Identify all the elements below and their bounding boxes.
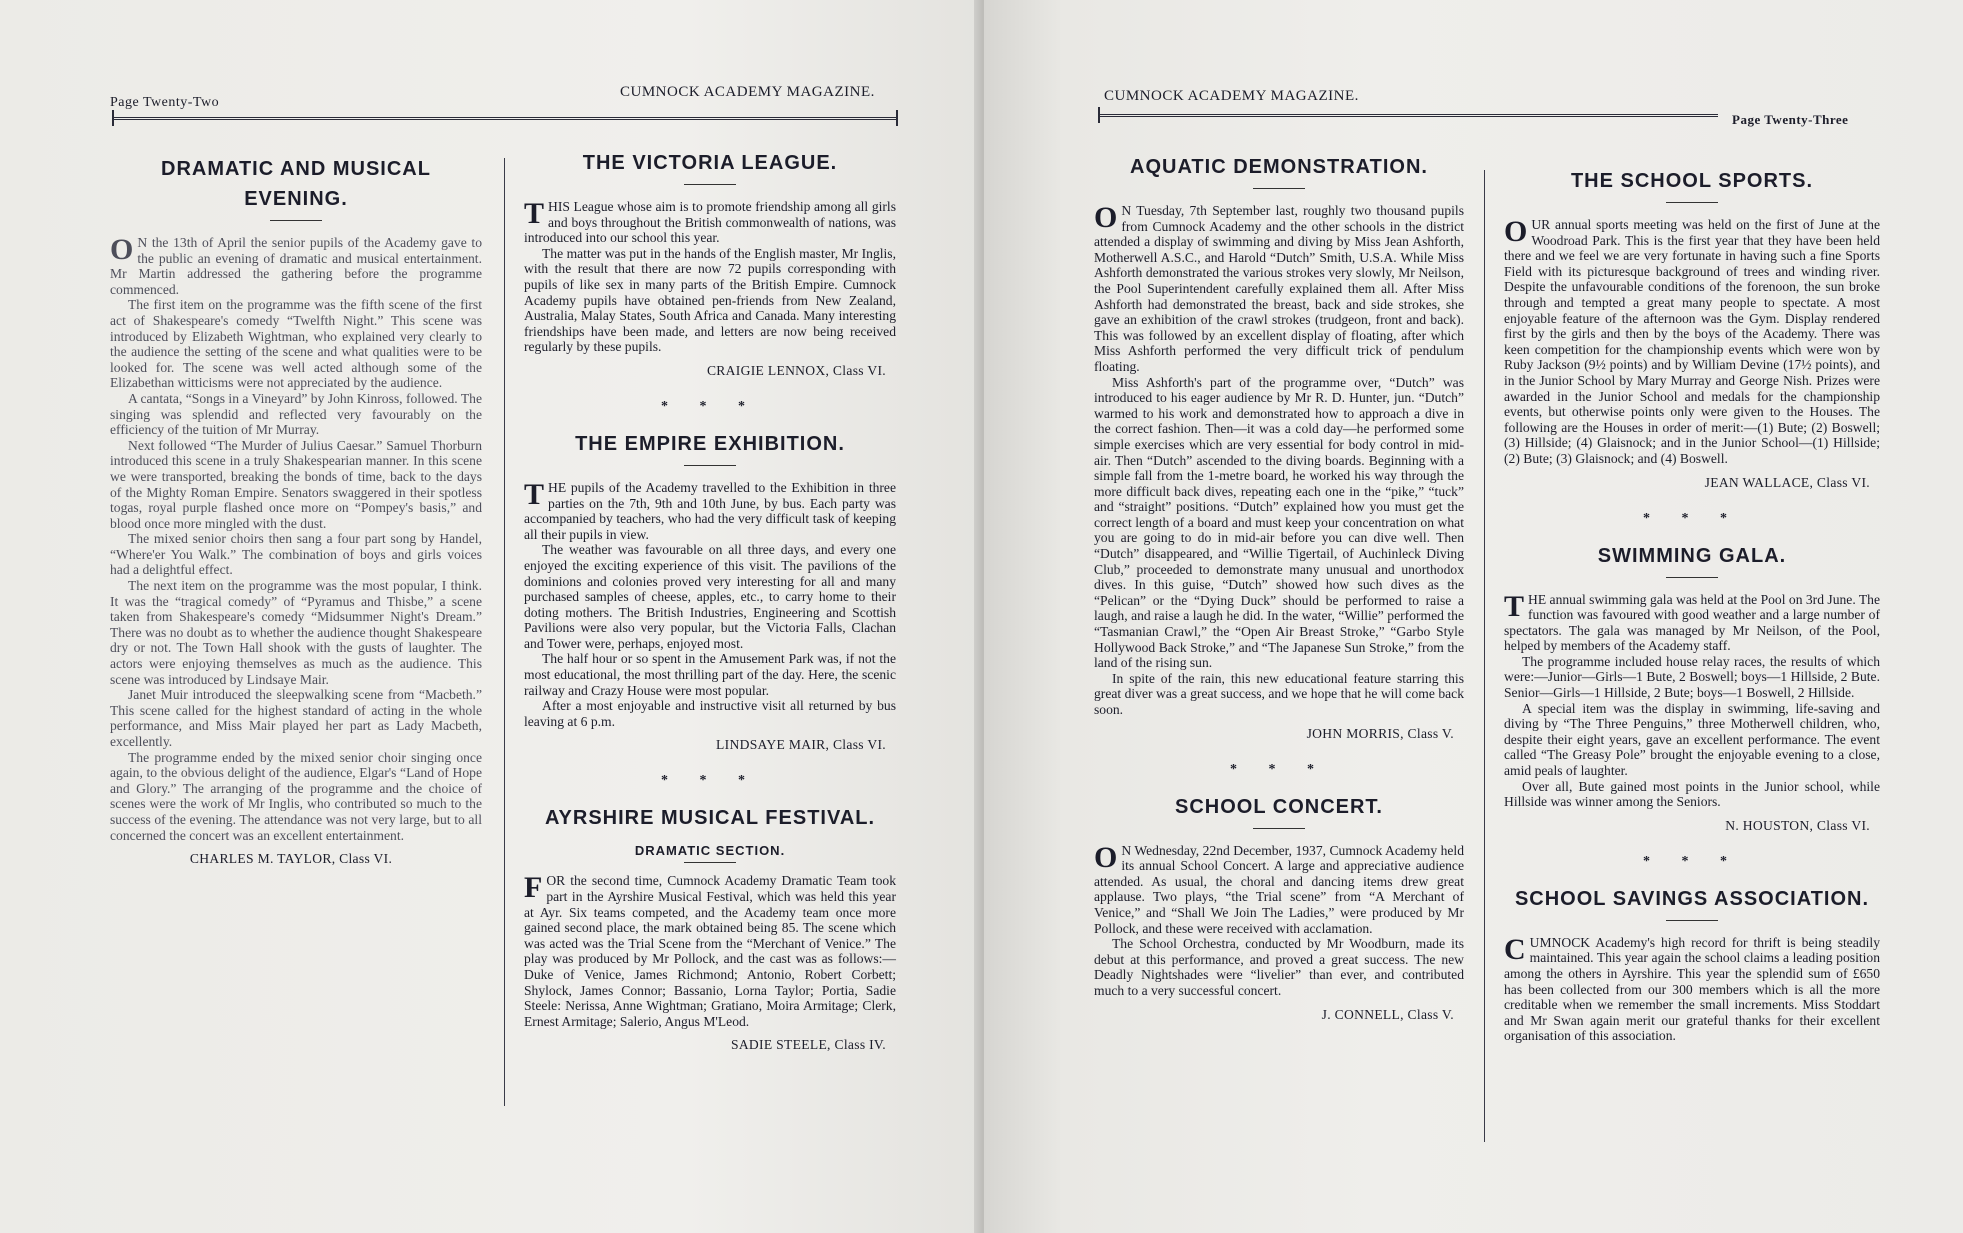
article-paragraph: The next item on the programme was the most popular, I think. It was the “tragical comedy” of “Pyramus and Thisbe,” a scene taken from Shakespeare's comedy “Midsummer Night's Dream.” There was no doubt as to whether the audience thought Shakespeare dry or not. The Town Hall shook with the gusts of laughter. The actors were enjoying themselves as much as the audience. This scene was introduced by Lindsaye Mair. [110,578,482,687]
header-rule-end [112,110,114,126]
section-separator: * * * [1230,761,1328,777]
magazine-title: CUMNOCK ACADEMY MAGAZINE. [620,84,875,100]
article-paragraph: FOR the second time, Cumnock Academy Dramatic Team took part in the Ayrshire Musical Festival, which was held this year at Ayr. Six teams competed, and the Academy team once more gained second place, the mark obtained being 85. The scene which was acted was the Trial Scene from the “Merchant of Venice.” The play was produced by Mr Pollock, and the cast was as follows:—Duke of Venice, James Richmond; Antonio, Robert Corbett; Shylock, James Connor; Bassanio, Lorna Taylor; Portia, Sadie Steele: Nerissa, Anne Wightman; Gratiano, Moira Armitage; Clerk, Ernest Armitage; Salerio, Angus M'Leod. [524,871,896,1029]
title-rule [684,862,736,863]
section-separator: * * * [1643,853,1741,869]
article-title: AQUATIC DEMONSTRATION. [1130,156,1428,178]
article-paragraph: The programme ended by the mixed senior choir singing once again, to the obvious delight of the audience, Elgar's “Land of Hope and Glory.” The arranging of the programme and the choice of scenes were the work of Mr Inglis, who contributed so much to the success of the evening. The attendance was not very large, but to all concerned the concert was an excellent entertainment. [110,749,482,843]
right-page [984,0,1963,1233]
article-paragraph: Miss Ashforth's part of the programme over, “Dutch” was introduced to his eager audience by Mr R. D. Hunter, jun. “Dutch” warmed to his work and demonstrated how to approach a dive in the correct fashion. Then—it was a cold day—he performed some simple exercises which are very essential for body control in mid-air. Then “Dutch” ascended to the diving boards. Beginning with a simple fall from the 1-metre board, he worked his way through the more difficult back dives, repeating each one in the “pike,” “tuck” and “straight” positions. “Dutch” explained how you must get the correct length of a board and must keep your concentration on what you are going to do in mid-air before you can dive well. Then “Dutch” disappeared, and “Willie Tigertail, of Auchinleck Diving Club,” proceeded to demonstrate many unusual and unorthodox dives. In this guise, “Dutch” showed how such dives as the “Pelican” or the “Dying Duck” should be performed to raise a laugh, and raise a laugh he did. In the water, “Willie” performed the “Tasmanian Crawl,” the “Open Air Breast Stroke,” “Garbo Style Hollywood Back Stroke,” and “The Japanese Sun Stroke,” from the land of the rising sun. [1094,374,1464,671]
header-rule-end [1098,107,1100,123]
article-paragraph: O N Tuesday, 7th September last, roughly two thousand pupils from Cumnock Academy and the other schools in the district attended a display of swimming and diving by Miss Jean Ashforth, Motherwell A.S.C., and Harold “Dutch” Smith, U.S.A. While Miss Ashforth demonstrated the various strokes very slowly, Mr Neilson, the Pool Superintendent carefully explained them all. After Miss Ashforth had demonstrated the breast, back and side strokes, she gave an exhibition of the crawl strokes (trudgeon, front and back). This was followed by an excellent display of floating, after which Miss Ashforth performed the very difficult trick of pendulum floating. [1094,201,1464,374]
section-separator: * * * [1643,510,1741,526]
article-signature: JOHN MORRIS, Class V. [1306,725,1454,741]
article-paragraph: In spite of the rain, this new educational feature starring this great diver was a great success, and we hope that he will come back soon. [1094,670,1464,717]
article-paragraph: Janet Muir introduced the sleepwalking scene from “Macbeth.” This scene called for the highest standard of acting in the whole performance, and Miss Mair played her part as Lady Macbeth, excellently. [110,687,482,749]
title-rule [1666,920,1718,921]
article-paragraph: THIS League whose aim is to promote friendship among all girls and boys throughout the British commonwealth of nations, was introduced into our school this year. [524,197,896,246]
section-separator: * * * [661,398,759,414]
article-signature: JEAN WALLACE, Class VI. [1704,474,1870,490]
drop-cap: O [1094,840,1118,874]
header-rule [1098,114,1718,117]
article-paragraph: The first item on the programme was the fifth scene of the first act of Shakespeare's comedy “Twelfth Night.” This scene was introduced by Elizabeth Wightman, who explained very clearly to the audience the setting of the scene and what qualities were to be looked for. The scene was well acted although some of the Elizabethan witticisms were not appreciated by the audience. [110,297,482,391]
article-title: SWIMMING GALA. [1597,544,1787,567]
article-paragraph: THE annual swimming gala was held at the Pool on 3rd June. The function was favoured with good weather and a large number of spectators. The gala was managed by Mr Neilson, of the Pool, helped by members of the Academy staff. [1504,589,1881,654]
article-paragraph: A cantata, “Songs in a Vineyard” by John Kinross, followed. The singing was splendid and reflected very favourably on the efficiency of the tuition of Mr Murray. [110,390,482,438]
drop-cap: O [110,233,134,266]
article-paragraph: The mixed senior choirs then sang a four part song by Handel, “Where'er You Walk.” The combination of boys and girls voices had a delightful effect. [110,531,482,578]
title-rule [684,184,736,185]
header-rule-end [896,110,898,126]
article-paragraph: The weather was favourable on all three days, and every one enjoyed the exciting experience of this visit. The pavilions of the dominions and colonies proved very interesting for all and many purchased samples of cheese, apples, etc., to carry home to their doting mothers. The British Industries, Engineering and Scottish Pavilions were also very popular, but the Victoria Falls, Clachan and Tower were, perhaps, enjoyed most. [524,542,896,651]
article-paragraph: A special item was the display in swimming, life-saving and diving by “The Three Penguins,” three Motherwell children, who, despite their eight years, gave an excellent performance. The event called “The Greasy Pole” brought the enjoyable evening to a close, amid peals of laughter. [1504,700,1880,779]
section-separator: * * * [661,773,759,789]
left-column [110,154,482,867]
article-paragraph: CUMNOCK Academy's high record for thrift is being steadily maintained. This year again the school claims a leading position among the others in Ayrshire. This year the splendid sum of £650 has been collected from our 300 members which is all the more creditable when we remember the small increments. Miss Stoddart and Mr Swan again merit our grateful thanks for their excellent organisation of this association. [1504,932,1880,1044]
article-signature: N. HOUSTON, Class VI. [1725,817,1870,833]
title-rule [1253,828,1305,829]
article-signature: LINDSAYE MAIR, Class VI. [716,737,886,753]
article-paragraph: The matter was put in the hands of the English master, Mr Inglis, with the result that there are now 72 pupils corresponding with pupils of like sex in many parts of the British Empire. Cumnock Academy pupils have obtained pen-friends from New Zealand, Australia, Malay States, South Africa and Canada. Many interesting friendships have been made, and letters are now being received regularly by these pupils. [524,245,896,355]
article-paragraph: The programme included house relay races, the results of which were:—Junior—Girls—1 Bute, 2 Boswell; boys—1 Hillside, 2 Bute. Senior—Girls—1 Hillside, 2 Bute; boys—1 Boswell, 2 Hillside. [1504,653,1880,701]
article-title: DRAMATIC AND MUSICAL EVENING. [161,158,431,210]
drop-cap: F [524,871,543,905]
drop-cap: O [1094,201,1118,234]
drop-cap: O [1504,215,1528,248]
drop-cap: T [1504,589,1525,623]
page-number: Page Twenty-Two [110,95,220,110]
drop-cap: T [524,477,545,511]
right-column [524,148,896,1053]
article-paragraph: O N the 13th of April the senior pupils of the Academy gave to the public an evening of dramatic and musical entertainment. Mr Martin addressed the gathering before the programme commenced. [110,233,482,297]
page-number: Page Twenty-Three [1732,112,1849,127]
drop-cap: T [524,197,545,230]
left-page [0,0,980,1233]
header-rule [112,117,896,120]
article-signature: SADIE STEELE, Class IV. [730,1037,886,1053]
title-rule [270,220,322,221]
article-signature: CHARLES M. TAYLOR, Class VI. [189,851,393,867]
title-rule [1253,188,1305,189]
article-title: THE VICTORIA LEAGUE. [582,152,838,174]
article-signature: CRAIGIE LENNOX, Class VI. [706,362,886,378]
article-paragraph: Next followed “The Murder of Julius Caesar.” Samuel Thorburn introduced this scene in a truly Shakespearian manner. In this scene we were transported, breaking the bonds of time, back to the days of the Mighty Roman Empire. Senators swaggered in their spotless togas, royal purple flashed once more on “Pompey's basis,” and blood once more mingled with the dust. [110,437,482,531]
title-rule [1666,202,1718,203]
drop-cap: C [1504,932,1526,966]
article-paragraph: OUR annual sports meeting was held on the first of June at the Woodroad Park. This is the first year that they have been held there and we feel we are very fortunate in having such a fine Sports Field with its picturesque background of trees and winding river. Despite the unfavourable conditions of the forenoon, the sun broke through and tempted a great many people to spectate. A most enjoyable feature of the afternoon was the Gym. Display rendered first by the girls and then by the boys of the Academy. There was keen competition for the championship events which were won by Ruby Jackson (9½ points) and by William Devine (17½ points), and in the Junior School by Mary Murray and George Nish. Prizes were awarded in the Junior School and medals for the championship events, but otherwise points only were given to the Houses. The following are the Houses in order of merit:—(1) Bute; (2) Boswell; (3) Hillside; (4) Glaisnock; and in the Junior School—(1) Hillside; (2) Bute; (3) Glaisnock; and (4) Boswell. [1504,215,1880,466]
article-subtitle: DRAMATIC SECTION. [634,843,786,859]
article-paragraph: After a most enjoyable and instructive visit all returned by bus leaving at 6 p.m. [524,698,896,729]
left-column [1094,152,1464,1023]
article-title: SCHOOL SAVINGS ASSOCIATION. [1514,887,1870,910]
title-rule [1666,577,1718,578]
article-title: AYRSHIRE MUSICAL FESTIVAL. [544,807,876,830]
column-divider [504,158,505,1106]
article-title: SCHOOL CONCERT. [1175,795,1383,818]
article-signature: J. CONNELL, Class V. [1321,1006,1454,1022]
magazine-title: CUMNOCK ACADEMY MAGAZINE. [1104,88,1359,104]
article-paragraph: THE pupils of the Academy travelled to the Exhibition in three parties on the 7th, 9th and 10th June, by bus. Each party was accompanied by teachers, who had the very difficult task of keeping all their pupils in view. [524,477,896,542]
article-paragraph: The School Orchestra, conducted by Mr Woodburn, made its debut at this performance, and proved a great success. The new Deadly Nightshades were “livelier” than ever, and contributed much to a very successful concert. [1094,936,1464,998]
article-paragraph: The half hour or so spent in the Amusement Park was, if not the most educational, the most thrilling part of the day. Here, the scenic railway and Crazy House were most popular. [524,651,896,698]
right-column [1504,166,1880,1044]
article-title: THE SCHOOL SPORTS. [1570,170,1814,192]
article-title: THE EMPIRE EXHIBITION. [575,432,845,455]
article-paragraph: O N Wednesday, 22nd December, 1937, Cumnock Academy held its annual School Concert. A large and appreciative audience attended. As usual, the choral and dancing items drew great applause. Two plays, “the Trial scene” from “A Merchant of Venice,” and “Shall We Join The Ladies,” were produced by Mr Pollock, and these were received with acclamation. [1094,840,1464,936]
title-rule [684,465,736,466]
column-divider [1484,170,1485,1142]
article-paragraph: Over all, Bute gained most points in the Junior school, while Hillside was winner among the Seniors. [1504,778,1880,810]
